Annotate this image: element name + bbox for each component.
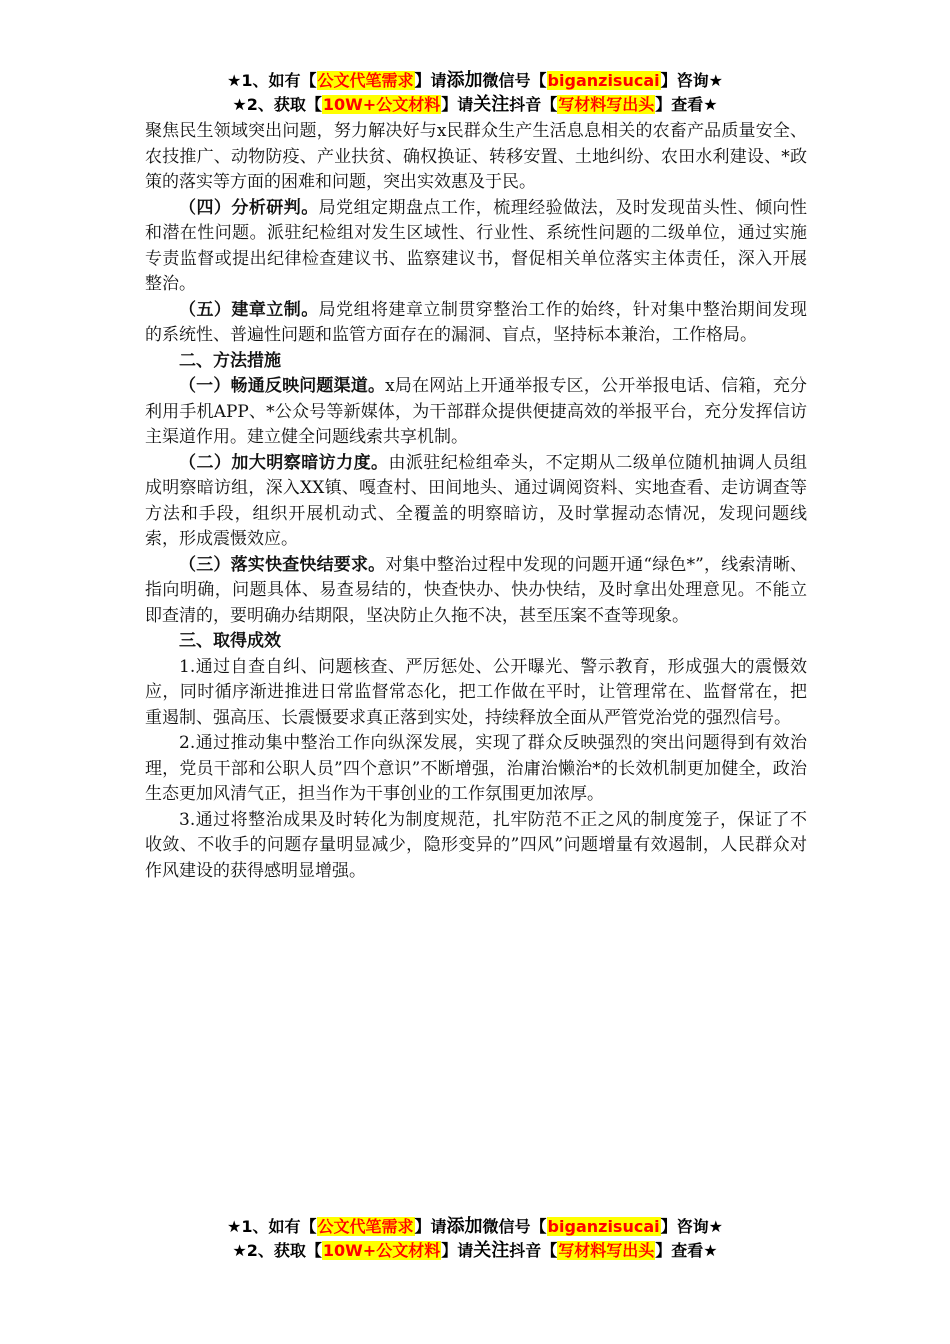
banner-highlight: 写材料写出头 [558,95,655,114]
header-banner [0,69,950,117]
banner-highlight: biganzisucai [547,1217,660,1236]
paragraph-text: 由派驻纪检组牵头，不定期从二级单位随机抽调人员组成明察暗访组，深入XX镇、嘎查村、田间地头、通过调阅资料、实地查看、走访调查等方法和手段，组织开展机动式、全覆盖的明察暗访，及时掌握动态情况，发现问题线索，形成震慑效应。 [145,452,808,549]
banner-highlight: biganzisucai [547,71,660,90]
banner-emphasis: 关注 [473,94,510,115]
subsection-heading: （五）建章立制。 [179,299,319,320]
banner-text: 】请 [441,1241,474,1260]
banner-text: ★2、获取【 [232,95,322,114]
banner-line-2 [0,1239,950,1263]
paragraph [145,196,807,298]
banner-highlight: 10W+公文材料 [322,95,441,114]
banner-text: 】请 [414,1217,447,1236]
banner-text: 】查看★ [655,95,718,114]
banner-text: 微信号【 [482,1217,547,1236]
paragraph-text: x局在网站上开通举报专区，公开举报电话、信箱，充分利用手机APP、*公众号等新媒体，为干部群众提供便捷高效的举报平台，充分发挥信访主渠道作用。建立健全问题线索共享机制。 [145,376,807,447]
paragraph-text: 局党组将建章立制贯穿整治工作的始终，针对集中整治期间发现的系统性、普遍性问题和监管方面存在的漏洞、盲点，坚持标本兼治，工作格局。 [145,299,808,345]
banner-emphasis: 添加 [446,70,483,91]
paragraph [145,374,807,451]
banner-highlight: 公文代笔需求 [317,71,414,90]
banner-text: 】查看★ [655,1241,718,1260]
banner-text: ★2、获取【 [232,1241,322,1260]
footer-banner [0,1215,950,1263]
banner-text: 】咨询★ [660,1217,723,1236]
banner-emphasis: 关注 [473,1240,510,1261]
paragraph: 聚焦民生领域突出问题，努力解决好与x民群众生产生活息息相关的农畜产品质量安全、农技推广、动物防疫、产业扶贫、确权换证、转移安置、土地纠纷、农田水利建设、*政策的落实等方面的困难和问题，突出实效惠及于民。 [145,121,807,192]
paragraph: 1.通过自查自纠、问题核查、严厉惩处、公开曝光、警示教育，形成强大的震慑效应，同时循序渐进推进日常监督常态化，把工作做在平时，让管理常在、监督常在，把重遏制、强高压、长震慑要求真正落到实处，持续释放全面从严管党治党的强烈信号。 [145,656,807,728]
subsection-heading: （二）加大明察暗访力度。 [179,452,389,473]
banner-line-2 [0,93,950,117]
banner-text: 】请 [441,95,474,114]
paragraph: 3.通过将整治成果及时转化为制度规范，扎牢防范不正之风的制度笼子，保证了不收敛、不收手的问题存量明显减少，隐形变异的”四风”问题增量有效遏制，人民群众对作风建设的获得感明显增强。 [145,809,807,881]
banner-emphasis: 添加 [446,1216,483,1237]
banner-text: 抖音【 [509,95,558,114]
banner-text: 抖音【 [509,1241,558,1260]
banner-text: 】咨询★ [660,71,723,90]
banner-line-1 [0,1215,950,1239]
paragraph-text: 对集中整治过程中发现的问题开通“绿色*”，线索清晰、指向明确，问题具体、易查易结的，快查快办、快办快结，及时拿出处理意见。不能立即查清的，要明确办结期限，坚决防止久拖不决，甚至压案不查等现象。 [145,554,807,626]
document-body [145,119,807,884]
banner-highlight: 公文代笔需求 [317,1217,414,1236]
paragraph [145,553,807,630]
banner-text: ★1、如有【 [227,1217,317,1236]
section-heading: 三、取得成效 [179,631,281,651]
banner-highlight: 10W+公文材料 [322,1241,441,1260]
subsection-heading: （四）分析研判。 [179,197,319,218]
paragraph: 2.通过推动集中整治工作向纵深发展，实现了群众反映强烈的突出问题得到有效治理，党员干部和公职人员”四个意识”不断增强，治庸治懒治*的长效机制更加健全，政治生态更加风清气正，担当作为干事创业的工作氛围更加浓厚。 [145,733,807,804]
paragraph [145,451,807,553]
banner-text: 】请 [414,71,447,90]
subsection-heading: （三）落实快查快结要求。 [179,554,386,575]
section-heading: 二、方法措施 [179,350,281,371]
banner-highlight: 写材料写出头 [558,1241,655,1260]
subsection-heading: （一）畅通反映问题渠道。 [179,376,386,396]
paragraph [145,298,807,349]
paragraph-text: 局党组定期盘点工作，梳理经验做法，及时发现苗头性、倾向性和潜在性问题。派驻纪检组对发生区域性、行业性、系统性问题的二级单位，通过实施专责监督或提出纪律检查建议书、监察建议书，督促相关单位落实主体责任，深入开展整治。 [145,197,808,294]
banner-line-1 [0,69,950,93]
banner-text: 微信号【 [482,71,547,90]
banner-text: ★1、如有【 [227,71,317,90]
